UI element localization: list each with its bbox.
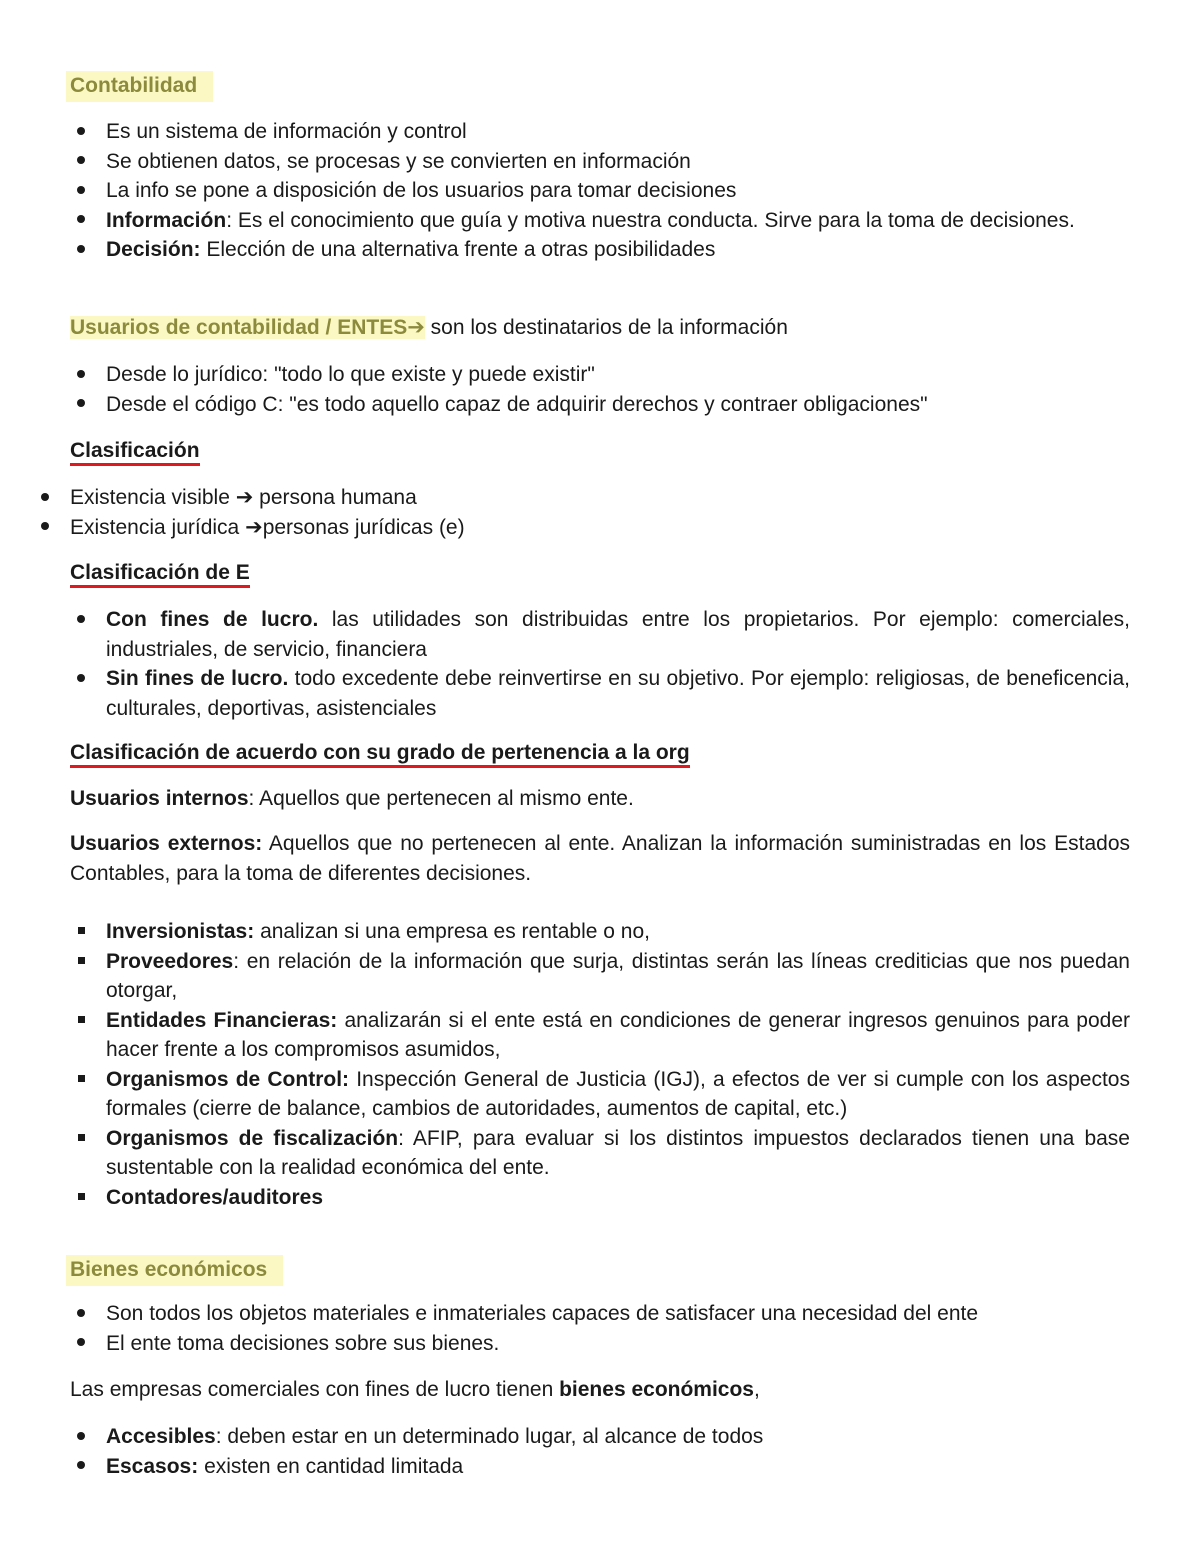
list-item: Organismos de Control: Inspección General de Justicia (IGJ), a efectos de ver si cumple con los aspectos formales (cierre de balance, cambios de autoridades, aumentos de capital, etc.)	[106, 1065, 1130, 1124]
arrow-icon: ➔	[245, 515, 263, 539]
list-bienes-tipos	[106, 1422, 1130, 1481]
arrow-icon: ➔	[407, 316, 425, 339]
bienes-lead: Las empresas comerciales con fines de lucro tienen bienes económicos,	[70, 1378, 760, 1401]
heading-usuarios: Usuarios de contabilidad / ENTES	[70, 316, 408, 339]
list-contabilidad	[106, 117, 1130, 265]
list-item: Existencia visible ➔ persona humana	[70, 483, 1130, 513]
list-item: Accesibles: deben estar en un determinado lugar, al alcance de todos	[106, 1422, 1130, 1452]
list-item: Entidades Financieras: analizarán si el ente está en condiciones de generar ingresos genuinos para poder hacer frente a los compromisos asumidos,	[106, 1006, 1130, 1065]
heading-pertenencia: Clasificación de acuerdo con su grado de pertenencia a la org	[70, 740, 690, 766]
list-usuarios	[106, 360, 1130, 419]
list-item: Organismos de fiscalización: AFIP, para evaluar si los distintos impuestos declarados tienen una base sustentable con la realidad económica del ente.	[106, 1124, 1130, 1183]
heading-contabilidad: Contabilidad	[66, 71, 213, 102]
list-item: Escasos: existen en cantidad limitada	[106, 1452, 1130, 1482]
list-item: Son todos los objetos materiales e inmateriales capaces de satisfacer una necesidad del ente	[106, 1299, 1130, 1329]
list-item: Desde lo jurídico: "todo lo que existe y puede existir"	[106, 360, 1130, 390]
list-item: Información: Es el conocimiento que guía y motiva nuestra conducta. Sirve para la toma de decisiones.	[106, 206, 1130, 236]
usuarios-externos: Usuarios externos: Aquellos que no pertenecen al ente. Analizan la información suministradas en los Estados Contables, para la toma de diferentes decisiones.	[70, 832, 1130, 885]
list-item: Con fines de lucro. las utilidades son distribuidas entre los propietarios. Por ejemplo: comerciales, industriales, de servicio, financiera	[106, 605, 1130, 664]
list-usuarios-externos	[106, 917, 1130, 1212]
heading-bienes: Bienes económicos	[66, 1255, 283, 1286]
list-bienes	[106, 1299, 1130, 1358]
usuarios-internos: Usuarios internos: Aquellos que pertenecen al mismo ente.	[70, 787, 634, 810]
list-clasificacion	[70, 483, 1130, 542]
list-item: El ente toma decisiones sobre sus bienes.	[106, 1329, 1130, 1359]
list-clasificacion-e	[106, 605, 1130, 723]
list-item: Es un sistema de información y control	[106, 117, 1130, 147]
list-item: Sin fines de lucro. todo excedente debe reinvertirse en su objetivo. Por ejemplo: religiosas, de beneficencia, culturales, deportivas, asistenciales	[106, 664, 1130, 723]
list-item: Existencia jurídica ➔personas jurídicas (e)	[70, 513, 1130, 543]
heading-clasificacion: Clasificación	[70, 438, 200, 464]
usuarios-heading-line: Usuarios de contabilidad / ENTES➔ son los destinatarios de la información	[70, 316, 788, 339]
list-item: Proveedores: en relación de la información que surja, distintas serán las líneas crediticias que nos puedan otorgar,	[106, 947, 1130, 1006]
list-item: Desde el código C: "es todo aquello capaz de adquirir derechos y contraer obligaciones"	[106, 390, 1130, 420]
list-item: Se obtienen datos, se procesas y se convierten en información	[106, 147, 1130, 177]
arrow-icon: ➔	[235, 486, 254, 509]
list-item: Inversionistas: analizan si una empresa es rentable o no,	[106, 917, 1130, 947]
list-item: Contadores/auditores	[106, 1183, 1130, 1213]
heading-clasificacion-e: Clasificación de E	[70, 560, 250, 586]
list-item: Decisión: Elección de una alternativa frente a otras posibilidades	[106, 235, 1130, 265]
list-item: La info se pone a disposición de los usuarios para tomar decisiones	[106, 176, 1130, 206]
